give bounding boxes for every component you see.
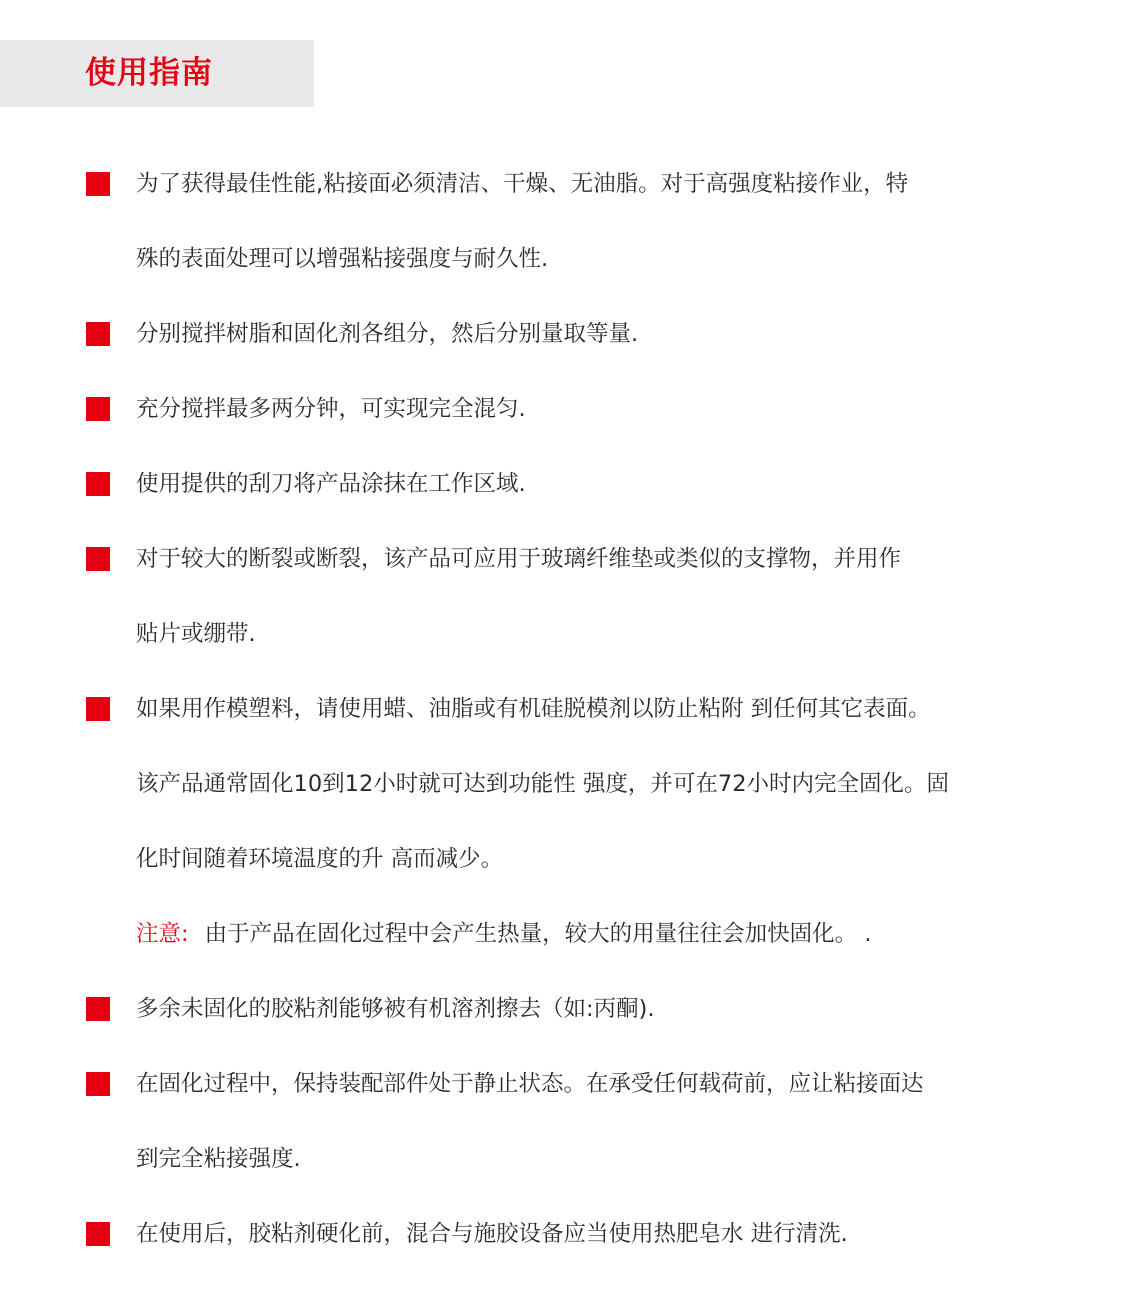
square-bullet-icon [86, 697, 110, 721]
list-item-text: 分别搅拌树脂和固化剂各组分，然后分别量取等量. [136, 321, 639, 347]
list-item-text: 充分搅拌最多两分钟，可实现完全混匀. [136, 396, 526, 422]
square-bullet-icon [86, 322, 110, 346]
list-item [0, 147, 1133, 297]
list-item-text: 殊的表面处理可以增强粘接强度与耐久性. [136, 246, 549, 272]
square-bullet-icon [86, 472, 110, 496]
note-text: 由于产品在固化过程中会产生热量，较大的用量往往会加快固化。 . [204, 921, 872, 947]
guide-list [0, 147, 1133, 1272]
list-item [0, 522, 1133, 672]
list-item-text: 贴片或绷带. [136, 621, 256, 647]
square-bullet-icon [86, 1072, 110, 1096]
square-bullet-icon [86, 547, 110, 571]
list-item-text: 使用提供的刮刀将产品涂抹在工作区域. [136, 471, 526, 497]
list-item [0, 672, 1133, 972]
list-item-text: 该产品通常固化10到12小时就可达到功能性 强度，并可在72小时内完全固化。固 [136, 771, 950, 797]
list-item-text: 在使用后，胶粘剂硬化前，混合与施胶设备应当使用热肥皂水 进行清洗. [136, 1221, 848, 1247]
note-line [136, 897, 1133, 972]
list-item-text: 化时间随着环境温度的升 高而减少。 [136, 846, 504, 872]
list-item-text: 对于较大的断裂或断裂，该产品可应用于玻璃纤维垫或类似的支撑物，并用作 [136, 546, 902, 572]
square-bullet-icon [86, 1222, 110, 1246]
list-item [0, 972, 1133, 1047]
list-item [0, 1047, 1133, 1197]
note-label: 注意: [136, 921, 189, 947]
page-title: 使用指南 [85, 55, 213, 91]
list-item-text: 多余未固化的胶粘剂能够被有机溶剂擦去（如:丙酮). [136, 996, 655, 1022]
list-item-text: 如果用作模塑料，请使用蜡、油脂或有机硅脱模剂以防止粘附 到任何其它表面。 [136, 696, 931, 722]
list-item [0, 1197, 1133, 1272]
list-item-text: 为了获得最佳性能,粘接面必须清洁、干燥、无油脂。对于高强度粘接作业，特 [136, 171, 909, 197]
square-bullet-icon [86, 997, 110, 1021]
square-bullet-icon [86, 397, 110, 421]
list-item [0, 297, 1133, 372]
square-bullet-icon [86, 172, 110, 196]
list-item-text: 在固化过程中，保持装配部件处于静止状态。在承受任何载荷前，应让粘接面达 [136, 1071, 924, 1097]
list-item-text: 到完全粘接强度. [136, 1146, 301, 1172]
list-item [0, 372, 1133, 447]
list-item [0, 447, 1133, 522]
